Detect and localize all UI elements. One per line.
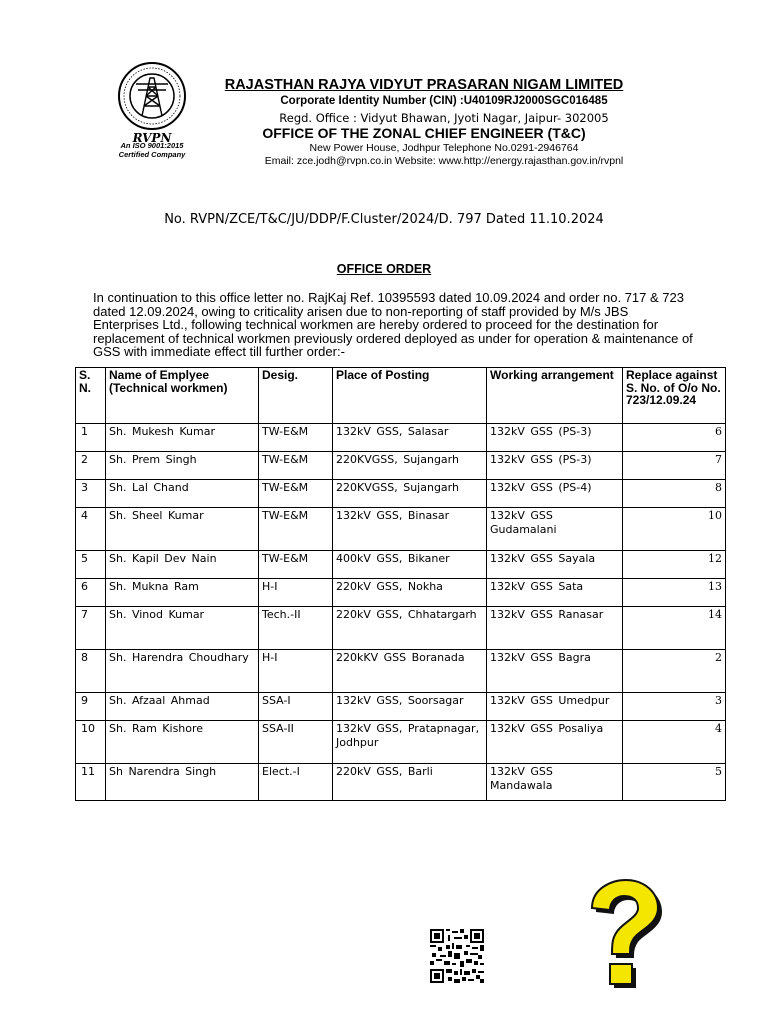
cell-working: 132kV GSS Sayala <box>487 551 623 579</box>
cell-working: 132kV GSS (PS-3) <box>487 424 623 452</box>
table-row <box>76 764 726 801</box>
cell-sn: 11 <box>76 764 106 801</box>
cell-posting: 132kV GSS, Soorsagar <box>333 693 487 721</box>
cell-working: 132kV GSS Mandawala <box>487 764 623 801</box>
cell-desig: SSA-II <box>259 721 333 764</box>
cin-line: Corporate Identity Number (CIN) :U40109RJ2000SGC016485 <box>280 95 608 107</box>
cell-name: Sh Narendra Singh <box>106 764 259 801</box>
cell-sn: 4 <box>76 508 106 551</box>
cell-sn: 6 <box>76 579 106 607</box>
cell-posting: 400kV GSS, Bikaner <box>333 551 487 579</box>
cell-working: 132kV GSS Gudamalani <box>487 508 623 551</box>
cell-replace: 6 <box>623 424 726 452</box>
reference-number: No. RVPN/ZCE/T&C/JU/DDP/F.Cluster/2024/D. 797 Dated 11.10.2024 <box>164 212 604 227</box>
iso-caption <box>101 142 203 159</box>
header-posting: Place of Posting <box>333 368 487 424</box>
cell-working: 132kV GSS (PS-3) <box>487 452 623 480</box>
cell-sn: 5 <box>76 551 106 579</box>
cell-sn: 1 <box>76 424 106 452</box>
table-row <box>76 508 726 551</box>
cell-sn: 9 <box>76 693 106 721</box>
cell-working: 132kV GSS Bagra <box>487 650 623 693</box>
iso-caption-line2: Certified Company <box>118 149 186 159</box>
table-row <box>76 551 726 579</box>
header-replace: Replace against S. No. of O/o No. 723/12.09.24 <box>623 368 726 424</box>
cell-desig: TW-E&M <box>259 551 333 579</box>
question-mark-icon <box>582 878 666 990</box>
table-header-row <box>76 368 726 424</box>
cell-desig: Elect.-I <box>259 764 333 801</box>
cell-name: Sh. Vinod Kumar <box>106 607 259 650</box>
regd-office-line: Regd. Office : Vidyut Bhawan, Jyoti Nagar, Jaipur- 302005 <box>279 111 609 125</box>
cell-posting: 220kV GSS, Nokha <box>333 579 487 607</box>
table-row <box>76 579 726 607</box>
cell-desig: TW-E&M <box>259 480 333 508</box>
cell-desig: TW-E&M <box>259 452 333 480</box>
cell-name: Sh. Afzaal Ahmad <box>106 693 259 721</box>
cell-desig: TW-E&M <box>259 508 333 551</box>
cell-sn: 7 <box>76 607 106 650</box>
cell-name: Sh. Sheel Kumar <box>106 508 259 551</box>
cell-working: 132kV GSS Ranasar <box>487 607 623 650</box>
cell-posting: 132kV GSS, Binasar <box>333 508 487 551</box>
table-row <box>76 650 726 693</box>
cell-replace: 4 <box>623 721 726 764</box>
table-row <box>76 721 726 764</box>
cell-replace: 8 <box>623 480 726 508</box>
cell-replace: 3 <box>623 693 726 721</box>
cell-sn: 3 <box>76 480 106 508</box>
email-website-line: Email: zce.jodh@rvpn.co.in Website: www.http://energy.rajasthan.gov.in/rvpnl <box>264 155 624 167</box>
qr-code-icon <box>430 929 484 983</box>
cell-name: Sh. Kapil Dev Nain <box>106 551 259 579</box>
cell-desig: H-I <box>259 579 333 607</box>
organization-name: RAJASTHAN RAJYA VIDYUT PRASARAN NIGAM LIMITED <box>224 77 624 93</box>
cell-posting: 132kV GSS, Pratapnagar, Jodhpur <box>333 721 487 764</box>
cell-posting: 220KVGSS, Sujangarh <box>333 452 487 480</box>
table-row <box>76 480 726 508</box>
table-row <box>76 424 726 452</box>
cell-working: 132kV GSS (PS-4) <box>487 480 623 508</box>
iso-caption-line1: An ISO 9001:2015 <box>120 141 184 150</box>
cell-working: 132kV GSS Umedpur <box>487 693 623 721</box>
cell-replace: 14 <box>623 607 726 650</box>
cell-name: Sh. Mukesh Kumar <box>106 424 259 452</box>
cell-replace: 5 <box>623 764 726 801</box>
table-row <box>76 452 726 480</box>
cell-name: Sh. Lal Chand <box>106 480 259 508</box>
cell-desig: TW-E&M <box>259 424 333 452</box>
order-body-text: In continuation to this office letter no. RajKaj Ref. 10395593 dated 10.09.2024 and order no. 717 & 723 dated 12.09.2024, owing to criticality arisen due to non-reporting of staff provided by M/s JBS Enterprises Ltd., following technical workmen are hereby ordered to proceed for the destination for replacement of technical workmen previously ordered deployed as under for operation & maintenance of GSS with immediate effect till further order:- <box>93 290 693 360</box>
cell-replace: 10 <box>623 508 726 551</box>
cell-replace: 7 <box>623 452 726 480</box>
cell-posting: 220KVGSS, Sujangarh <box>333 480 487 508</box>
header-name: Name of Emplyee (Technical workmen) <box>106 368 259 424</box>
cell-posting: 132kV GSS, Salasar <box>333 424 487 452</box>
table-row <box>76 693 726 721</box>
cell-posting: 220kKV GSS Boranada <box>333 650 487 693</box>
cell-name: Sh. Harendra Choudhary <box>106 650 259 693</box>
cell-sn: 8 <box>76 650 106 693</box>
office-name: OFFICE OF THE ZONAL CHIEF ENGINEER (T&C) <box>262 125 586 141</box>
cell-name: Sh. Mukna Ram <box>106 579 259 607</box>
cell-name: Sh. Prem Singh <box>106 452 259 480</box>
logo-abbr: RVPN <box>132 131 172 144</box>
cell-working: 132kV GSS Sata <box>487 579 623 607</box>
cell-sn: 10 <box>76 721 106 764</box>
cell-replace: 12 <box>623 551 726 579</box>
table-row <box>76 607 726 650</box>
workmen-table <box>75 367 726 801</box>
cell-desig: H-I <box>259 650 333 693</box>
cell-name: Sh. Ram Kishore <box>106 721 259 764</box>
cell-working: 132kV GSS Posaliya <box>487 721 623 764</box>
cell-posting: 220kV GSS, Barli <box>333 764 487 801</box>
cell-desig: SSA-I <box>259 693 333 721</box>
header-sn: S. N. <box>76 368 106 424</box>
cell-sn: 2 <box>76 452 106 480</box>
cell-replace: 2 <box>623 650 726 693</box>
cell-desig: Tech.-II <box>259 607 333 650</box>
address-line: New Power House, Jodhpur Telephone No.0291-2946764 <box>309 142 579 154</box>
cell-replace: 13 <box>623 579 726 607</box>
cell-posting: 220kV GSS, Chhatargarh <box>333 607 487 650</box>
header-working: Working arrangement <box>487 368 623 424</box>
order-title: OFFICE ORDER <box>336 262 432 276</box>
header-desig: Desig. <box>259 368 333 424</box>
